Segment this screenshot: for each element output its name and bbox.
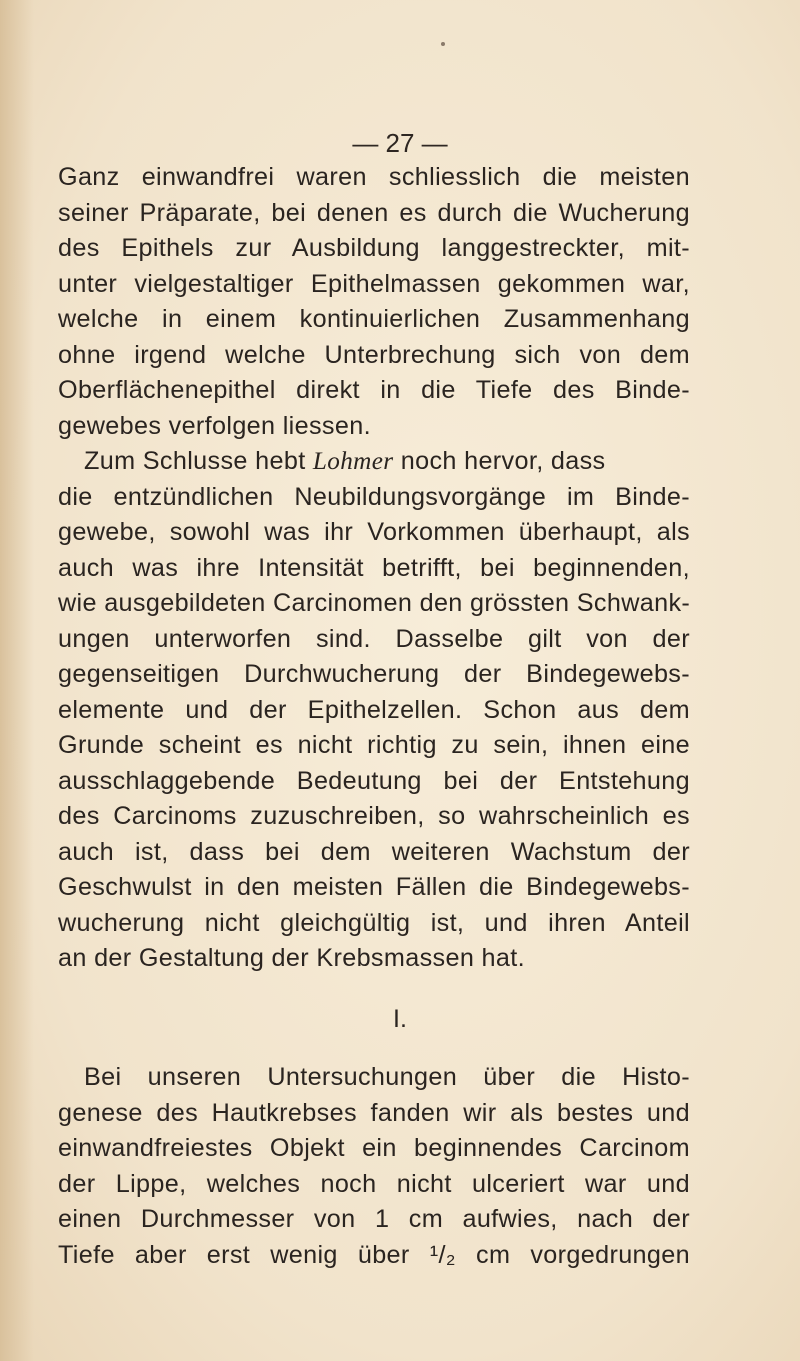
text-line: gewebes verfolgen liessen.	[58, 411, 371, 440]
page-number: — 27 —	[352, 128, 448, 158]
body-text-section	[58, 1060, 690, 1273]
text-line: wucherung nicht gleichgültig ist, und ihren Anteil	[58, 908, 690, 937]
text-line: Bei unseren Untersuchungen über die Histo-	[84, 1063, 690, 1091]
text-line: wie ausgebildeten Carcinomen den grössten Schwank-	[58, 589, 691, 617]
text-line: einen Durchmesser von 1 cm aufwies, nach der	[58, 1205, 690, 1233]
body-text	[58, 160, 690, 977]
text-line: Geschwulst in den meisten Fällen die Bindegewebs-	[58, 873, 690, 901]
text-line: ohne irgend welche Unterbrechung sich von dem	[58, 340, 690, 369]
text-line: des Carcinoms zuzuschreiben, so wahrscheinlich es	[58, 802, 690, 830]
text-line: ausschlaggebende Bedeutung bei der Entstehung	[58, 766, 690, 795]
text-line: an der Gestaltung der Krebsmassen hat.	[58, 944, 525, 972]
text-line: seiner Präparate, bei denen es durch die Wucherung	[58, 198, 690, 227]
text-line: der Lippe, welches noch nicht ulceriert war und	[58, 1169, 690, 1198]
author-name: Lohmer	[312, 448, 394, 475]
text-line: unter vielgestaltiger Epithelmassen gekommen war,	[58, 269, 690, 298]
text-fragment: Zum Schlusse hebt	[84, 447, 313, 475]
text-line: einwandfreiestes Objekt ein beginnendes Carcinom	[58, 1134, 690, 1162]
text-fragment: noch hervor, dass	[393, 447, 606, 475]
ink-speck	[441, 42, 445, 46]
text-line: auch was ihre Intensität betrifft, bei beginnenden,	[58, 553, 690, 582]
text-line: auch ist, dass bei dem weiteren Wachstum der	[58, 837, 690, 866]
text-line: gegenseitigen Durchwucherung der Bindegewebs-	[58, 660, 690, 688]
text-line-with-author	[58, 444, 690, 480]
text-line: Grunde scheint es nicht richtig zu sein, ihnen eine	[58, 731, 690, 759]
text-line: welche in einem kontinuierlichen Zusammenhang	[58, 305, 690, 333]
text-line: des Epithels zur Ausbildung langgestreckter, mit-	[58, 234, 690, 262]
text-line: Oberflächenepithel direkt in die Tiefe des Binde-	[58, 376, 690, 404]
text-line: Ganz einwandfrei waren schliesslich die meisten	[58, 163, 690, 191]
text-line: elemente und der Epithelzellen. Schon aus dem	[58, 695, 690, 724]
section-heading: I.	[393, 1005, 407, 1033]
page-edge-shadow	[0, 0, 34, 1361]
text-line: Tiefe aber erst wenig über ¹/₂ cm vorgedrungen	[58, 1240, 690, 1269]
text-line: die entzündlichen Neubildungsvorgänge im Binde-	[58, 482, 690, 511]
text-line: gewebe, sowohl was ihr Vorkommen überhaupt, als	[58, 518, 690, 546]
text-line: ungen unterworfen sind. Dasselbe gilt von der	[58, 624, 690, 653]
text-line: genese des Hautkrebses fanden wir als bestes und	[58, 1098, 690, 1127]
